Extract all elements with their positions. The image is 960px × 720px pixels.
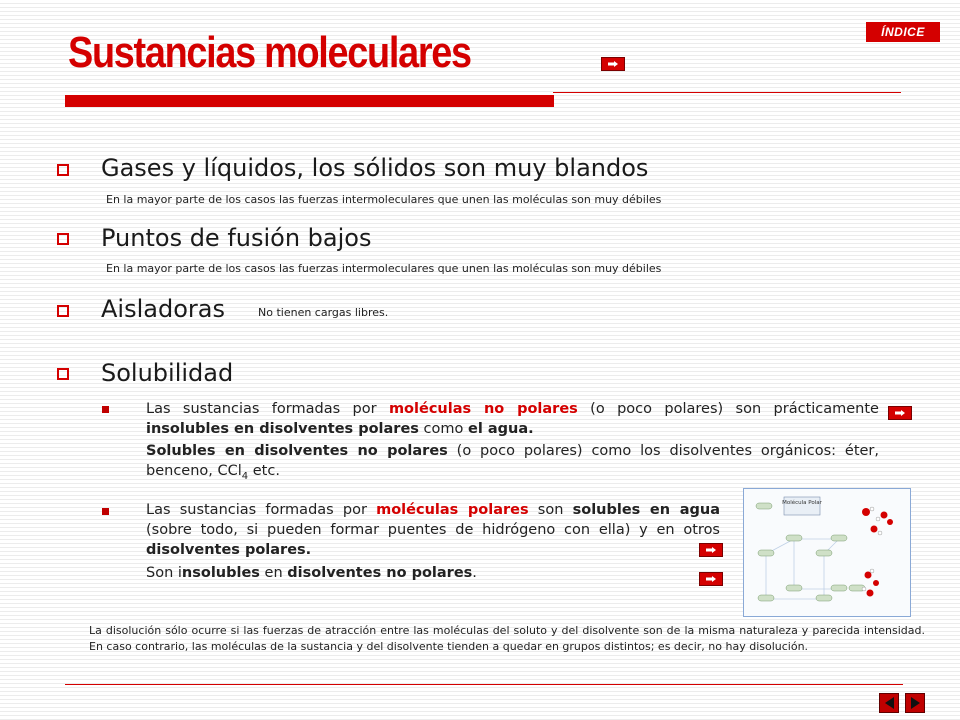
right-arrow-icon: [706, 576, 716, 582]
item-note-1: En la mayor parte de los casos las fuerzas intermoleculares que unen las moléculas son muy débiles: [106, 193, 662, 206]
sub-bullet-icon: [102, 406, 109, 413]
sub-bullet-icon: [102, 508, 109, 515]
solubility-paragraph-1: Las sustancias formadas por moléculas no polares (o poco polares) son prácticamente insolubles en disolventes polares como el agua.: [146, 401, 879, 437]
index-button[interactable]: ÍNDICE: [866, 22, 940, 42]
previous-slide-button[interactable]: [879, 693, 899, 713]
solubility-paragraph-2: Solubles en disolventes no polares (o poco polares) como los disolventes orgánicos: éter, benceno, CCl$_4$ etc.: [146, 443, 880, 482]
right-arrow-icon: [608, 61, 618, 67]
item-note-3: No tienen cargas libres.: [258, 306, 389, 319]
right-arrow-icon: [706, 547, 716, 553]
item-heading-3: Aisladoras: [101, 295, 225, 323]
footer-paragraph: La disolución sólo ocurre si las fuerzas de atracción entre las moléculas del soluto y del disolvente son de la misma naturaleza y parecida intensidad. En caso contrario, las moléculas de la sustancia y del disolvente tienden a quedar en grupos distintos; es decir, no hay disolución.: [89, 624, 925, 653]
square-bullet-icon: [57, 368, 69, 380]
header-divider: [553, 92, 901, 93]
square-bullet-icon: [57, 305, 69, 317]
polar-molecule-illustration: [744, 489, 910, 616]
polar-arrow-button[interactable]: [699, 543, 723, 557]
solubility-paragraph-4: Son insolubles en disolventes no polares.: [146, 565, 477, 581]
insoluble-arrow-button[interactable]: [699, 572, 723, 586]
square-bullet-icon: [57, 233, 69, 245]
right-arrow-icon: [895, 410, 905, 416]
title-underline: [65, 95, 554, 107]
title-arrow-button[interactable]: [601, 57, 625, 71]
figure-label-line-1: Molécula Polar: [782, 500, 822, 506]
item-note-2: En la mayor parte de los casos las fuerzas intermoleculares que unen las moléculas son muy débiles: [106, 262, 662, 275]
square-bullet-icon: [57, 164, 69, 176]
item-heading-4: Solubilidad: [101, 359, 234, 387]
svg-text:Molécula Polar: [782, 499, 823, 506]
polar-molecule-figure: [743, 488, 911, 617]
nonpolar-arrow-button[interactable]: [888, 406, 912, 420]
next-slide-button[interactable]: [905, 693, 925, 713]
triangle-right-icon: [911, 697, 920, 709]
item-heading-1: Gases y líquidos, los sólidos son muy blandos: [101, 154, 649, 182]
page-title: Sustancias moleculares: [68, 28, 471, 77]
triangle-left-icon: [885, 697, 894, 709]
item-heading-2: Puntos de fusión bajos: [101, 224, 372, 252]
footer-divider: [65, 684, 903, 685]
solubility-paragraph-3: Las sustancias formadas por moléculas polares son solubles en agua (sobre todo, si pueden formar puentes de hidrógeno con ella) y en otros disolventes polares.: [146, 502, 720, 558]
